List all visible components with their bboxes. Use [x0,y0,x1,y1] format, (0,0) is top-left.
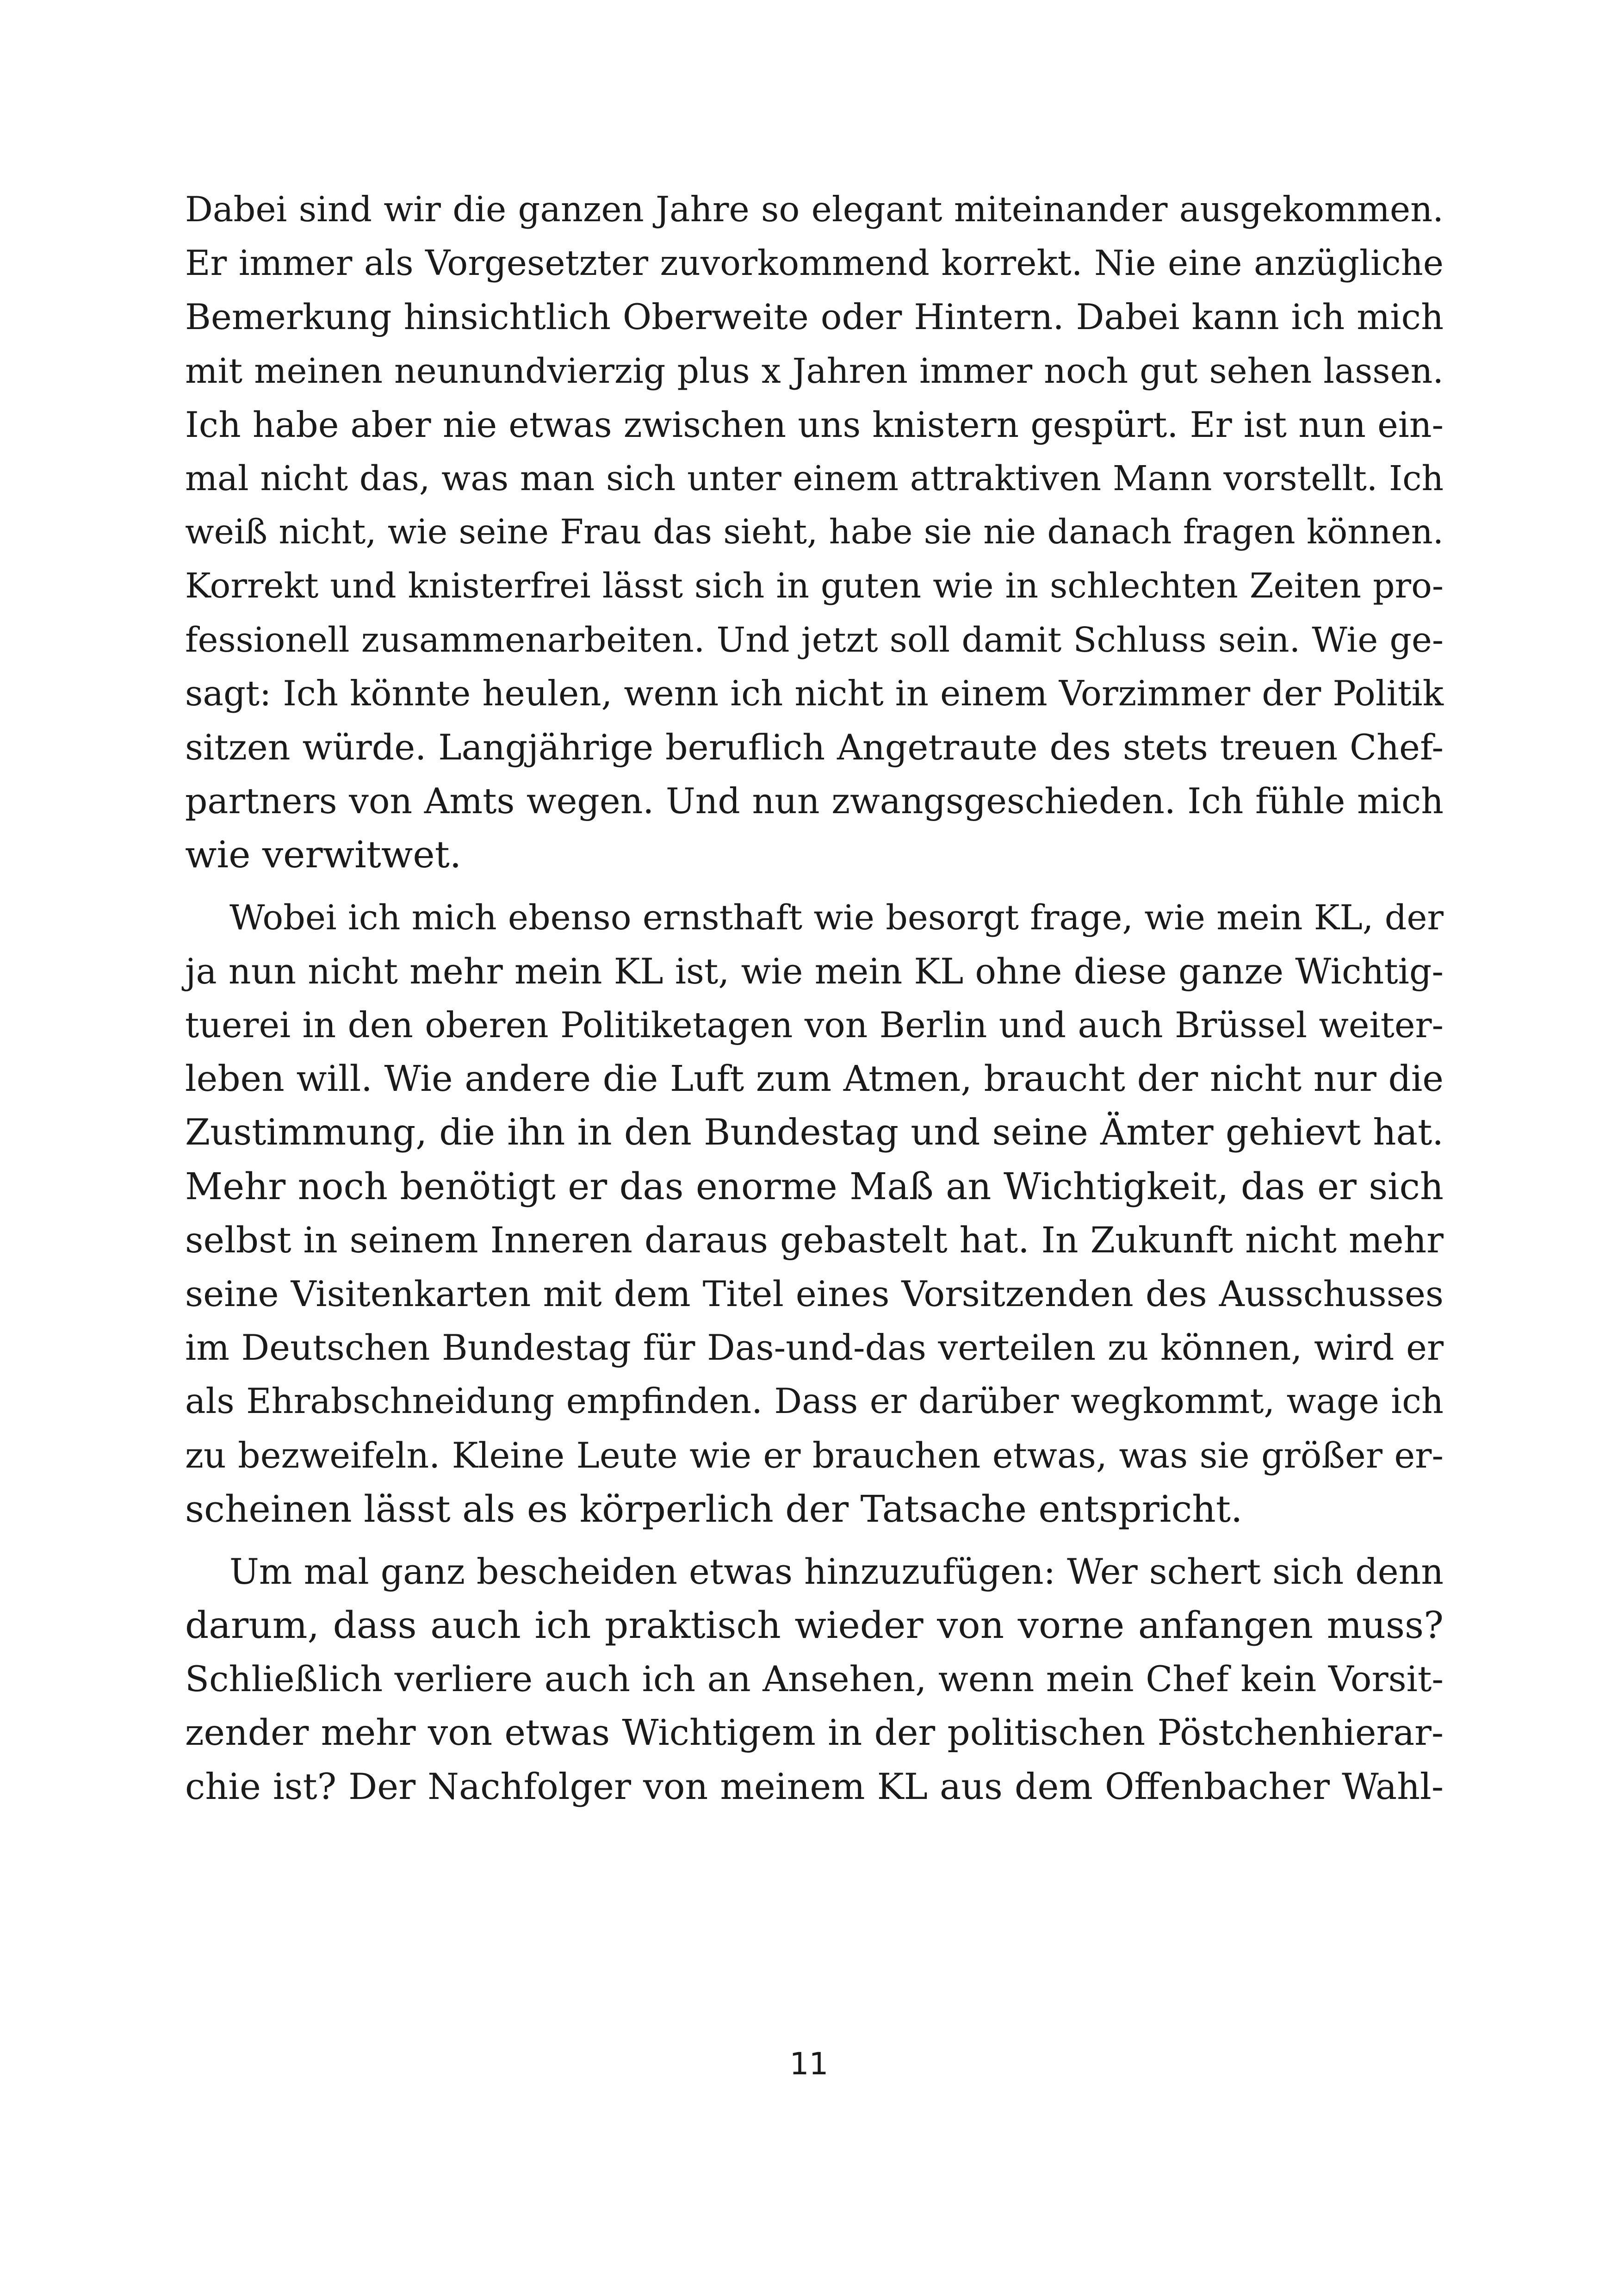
text-line: zu bezweifeln. Kleine Leute wie er brauchen etwas, was sie größer er- [185,1435,1444,1476]
text-line: seine Visitenkarten mit dem Titel eines Vorsitzenden des Ausschusses [185,1273,1444,1315]
text-line: im Deutschen Bundestag für Das-und-das verteilen zu können, wird er [185,1327,1444,1369]
text-line: zender mehr von etwas Wichtigem in der politischen Pöstchenhierar- [185,1712,1444,1754]
text-line: fessionell zusammenarbeiten. Und jetzt soll damit Schluss sein. Wie ge- [185,619,1444,660]
text-line: tuerei in den oberen Politiketagen von Berlin und auch Brüssel weiter- [185,1005,1444,1046]
text-line: ja nun nicht mehr mein KL ist, wie mein KL ohne diese ganze Wichtig- [185,951,1444,992]
text-line: Ich habe aber nie etwas zwischen uns knistern gespürt. Er ist nun ein- [185,404,1444,445]
text-line: mal nicht das, was man sich unter einem attraktiven Mann vorstellt. Ich [185,459,1444,499]
text-line: sitzen würde. Langjährige beruflich Angetraute des stets treuen Chef- [185,727,1444,768]
text-line: Er immer als Vorgesetzter zuvorkommend korrekt. Nie eine anzügliche [185,243,1444,284]
text-line: partners von Amts wegen. Und nun zwangsgeschieden. Ich fühle mich [185,781,1444,822]
text-line: Dabei sind wir die ganzen Jahre so elegant miteinander ausgekommen. [185,189,1444,230]
text-line: Um mal ganz bescheiden etwas hinzuzufügen: Wer schert sich denn [229,1551,1444,1593]
paragraph-2 [185,891,1444,1536]
text-line: Schließlich verliere auch ich an Ansehen, wenn mein Chef kein Vorsit- [185,1659,1444,1700]
text-line: chie ist? Der Nachfolger von meinem KL aus dem Offenbacher Wahl- [185,1766,1444,1808]
text-line: darum, dass auch ich praktisch wieder von vorne anfangen muss? [185,1604,1444,1647]
page-number: 11 [789,2046,829,2082]
text-line: weiß nicht, wie seine Frau das sieht, habe sie nie danach fragen können. [185,512,1444,552]
text-line: scheinen lässt als es körperlich der Tatsache entspricht. [185,1487,1243,1531]
text-line: wie verwitwet. [185,833,462,877]
text-line: selbst in seinem Inneren daraus gebastelt hat. In Zukunft nicht mehr [185,1219,1444,1261]
text-line: als Ehrabschneidung empfinden. Dass er darüber wegkommt, wage ich [185,1381,1444,1422]
text-line: Wobei ich mich ebenso ernsthaft wie besorgt frage, wie mein KL, der [229,897,1444,938]
text-line: Mehr noch benötigt er das enorme Maß an Wichtigkeit, das er sich [185,1164,1444,1208]
text-line: mit meinen neunundvierzig plus x Jahren immer noch gut sehen lassen. [185,350,1444,391]
text-line: Korrekt und knisterfrei lässt sich in guten wie in schlechten Zeiten pro- [185,566,1444,606]
text-line: leben will. Wie andere die Luft zum Atmen, braucht der nicht nur die [185,1058,1444,1100]
text-line: sagt: Ich könnte heulen, wenn ich nicht in einem Vorzimmer der Politik [185,673,1444,714]
paragraph-3 [185,1545,1444,1814]
paragraph-1 [185,183,1444,882]
text-line: Zustimmung, die ihn in den Bundestag und seine Ämter gehievt hat. [185,1112,1444,1154]
text-line: Bemerkung hinsichtlich Oberweite oder Hintern. Dabei kann ich mich [185,296,1444,338]
body-text [185,183,1444,1814]
